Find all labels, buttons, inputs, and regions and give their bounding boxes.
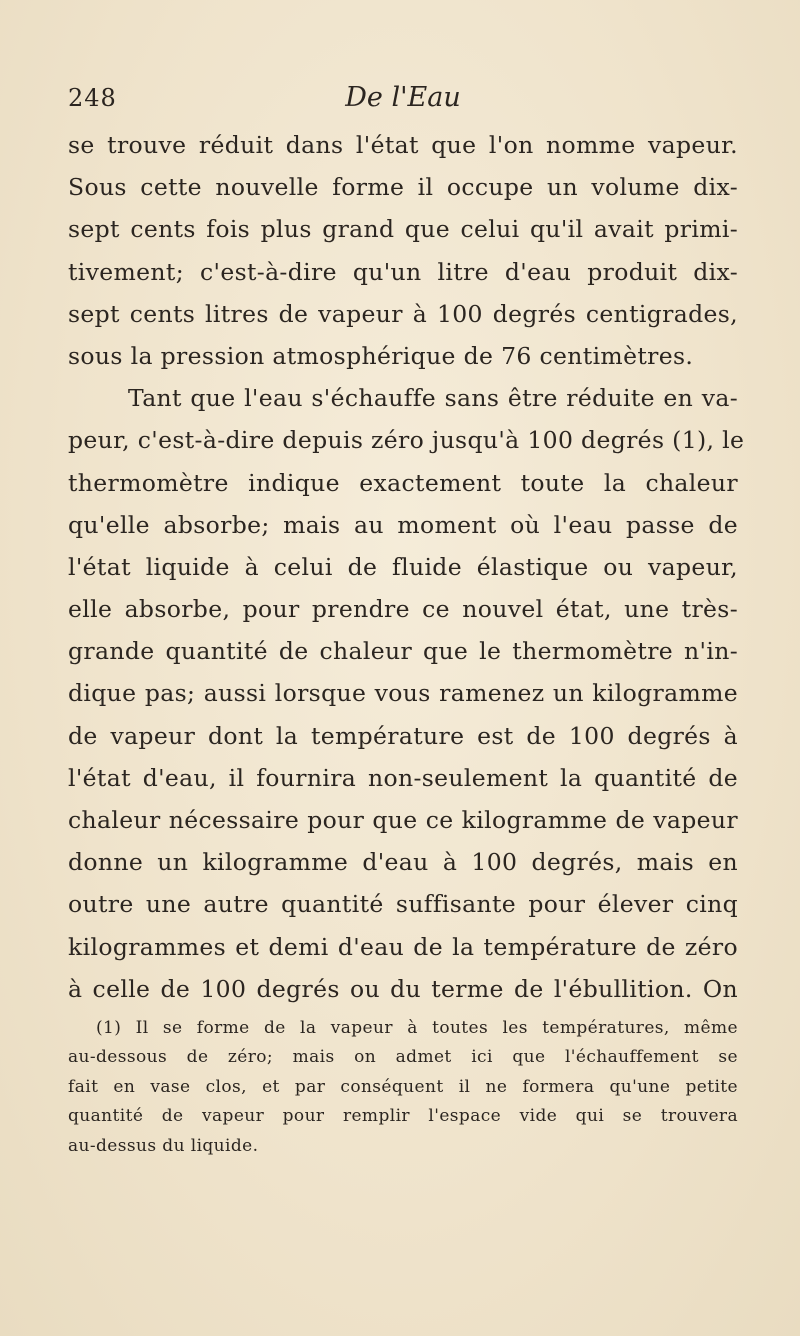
running-title: De l'Eau xyxy=(345,82,461,113)
footnote xyxy=(68,1014,738,1161)
text-line: de vapeur dont la température est de 100 degrés à xyxy=(68,721,738,750)
text-line: Sous cette nouvelle forme il occupe un volume dix- xyxy=(68,173,738,202)
text-line: elle absorbe, pour prendre ce nouvel état, une très- xyxy=(68,595,738,624)
text-line: outre une autre quantité suffisante pour élever cinq xyxy=(68,890,738,919)
text-line: peur, c'est-à-dire depuis zéro jusqu'à 100 degrés (1), le xyxy=(68,426,745,455)
text-line: sept cents fois plus grand que celui qu'il avait primi- xyxy=(68,215,738,244)
text-line: l'état liquide à celui de fluide élastique ou vapeur, xyxy=(68,552,738,581)
text-line: qu'elle absorbe; mais au moment où l'eau passe de xyxy=(68,510,738,539)
body-text xyxy=(68,124,745,1010)
text-line: thermomètre indique exactement toute la chaleur xyxy=(68,468,738,497)
text-line: à celle de 100 degrés ou du terme de l'ébullition. On xyxy=(68,974,738,1003)
text-line: grande quantité de chaleur que le thermomètre n'in- xyxy=(68,637,738,666)
text-line: sept cents litres de vapeur à 100 degrés centigrades, xyxy=(68,299,738,328)
footnote-line: fait en vase clos, et par conséquent il ne formera qu'une petite xyxy=(68,1076,738,1097)
text-line: Tant que l'eau s'échauffe sans être réduite en va- xyxy=(128,384,738,413)
page-header xyxy=(68,84,738,124)
text-line: donne un kilogramme d'eau à 100 degrés, mais en xyxy=(68,848,738,877)
footnote-line: quantité de vapeur pour remplir l'espace vide qui se trouvera xyxy=(68,1106,738,1127)
text-line: chaleur nécessaire pour que ce kilogramme de vapeur xyxy=(68,806,738,834)
footnote-line: (1) Il se forme de la vapeur à toutes les températures, même xyxy=(96,1018,738,1038)
text-line: l'état d'eau, il fournira non-seulement la quantité de xyxy=(68,763,738,792)
text-line: sous la pression atmosphérique de 76 centimètres. xyxy=(68,341,694,370)
footnote-line: au-dessus du liquide. xyxy=(68,1135,259,1156)
page-number: 248 xyxy=(68,84,117,112)
text-line: kilogrammes et demi d'eau de la température de zéro xyxy=(68,932,738,961)
text-line: tivement; c'est-à-dire qu'un litre d'eau produit dix- xyxy=(68,257,738,286)
text-line: dique pas; aussi lorsque vous ramenez un kilogramme xyxy=(68,679,738,708)
text-line: se trouve réduit dans l'état que l'on nomme vapeur. xyxy=(68,131,738,159)
footnote-line: au-dessous de zéro; mais on admet ici que l'échauffement se xyxy=(68,1047,738,1068)
